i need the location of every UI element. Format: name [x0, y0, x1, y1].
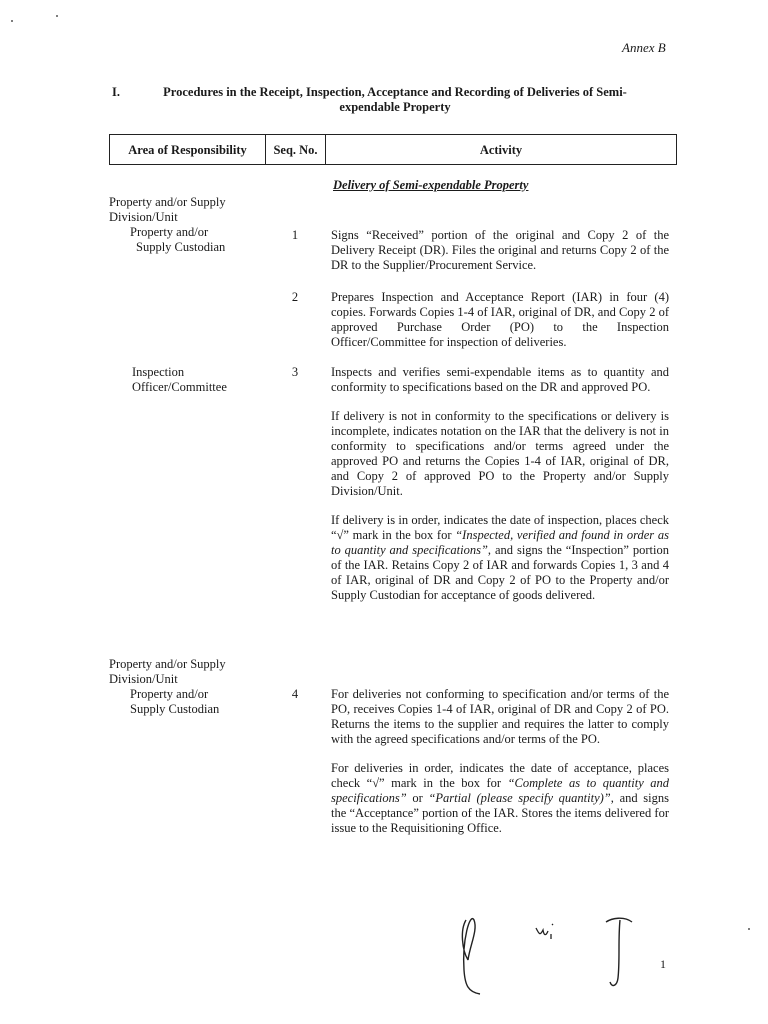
scan-speck — [748, 928, 750, 930]
resp-line: Inspection — [132, 365, 185, 379]
resp-line: Supply Custodian — [130, 702, 220, 716]
section-number: I. — [112, 85, 120, 99]
resp-line: Property and/or — [130, 225, 209, 239]
seq-number: 1 — [291, 228, 299, 242]
table-header — [109, 134, 677, 165]
seq-number: 4 — [291, 687, 299, 701]
seq-number: 2 — [291, 290, 299, 304]
handwritten-initials — [440, 900, 640, 1000]
resp-line: Property and/or — [130, 687, 209, 701]
subheading: Delivery of Semi-expendable Property — [333, 178, 529, 192]
activity-text: Prepares Inspection and Acceptance Report (IAR) in four (4) copies. Forwards Copies 1-4 of IAR, original of DR, and Copy 2 of approved Purchase Order (PO) to the Inspection Officer/Committee for inspection of deliveries. — [331, 290, 669, 349]
activity-2 — [331, 290, 669, 364]
resp-line: Property and/or Supply — [109, 657, 226, 671]
resp-line: Division/Unit — [109, 210, 178, 224]
activity-text — [331, 761, 669, 836]
resp-line: Supply Custodian — [136, 240, 226, 254]
responsibility-2 — [132, 365, 227, 395]
responsibility-1 — [109, 195, 226, 255]
text-run-italic: “Partial (please specify quantity)” — [428, 791, 611, 805]
activity-text: Inspects and verifies semi-expendable items as to quantity and conformity to specifications based on the DR and approved PO. — [331, 365, 669, 394]
scan-speck — [11, 20, 13, 22]
text-run-italic: “Inspected, verified and found in order as to quantity and specifications” — [331, 528, 669, 557]
activity-text: Signs “Received” portion of the original and Copy 2 of the Delivery Receipt (DR). Files the original and returns Copy 2 of the DR to the Supplier/Procurement Service. — [331, 228, 669, 272]
responsibility-3 — [109, 657, 226, 717]
resp-line: Property and/or Supply — [109, 195, 226, 209]
activity-text — [331, 513, 669, 603]
header-seq-no: Seq. No. — [266, 135, 326, 164]
text-run-italic: “Complete as to quantity and specifications” — [331, 776, 669, 805]
text-run: or — [406, 791, 429, 805]
section-title: Procedures in the Receipt, Inspection, Acceptance and Recording of Deliveries of Semi-expendable Property — [163, 85, 627, 114]
text-run: , and signs the “Acceptance” portion of the IAR. Stores the items delivered for issue to the Requisitioning Office. — [331, 791, 669, 835]
text-run: If delivery is in order, indicates the date of inspection, places check “√” mark in the box for — [331, 513, 669, 542]
activity-4 — [331, 687, 669, 850]
resp-line: Division/Unit — [109, 672, 178, 686]
activity-text: If delivery is not in conformity to the specifications or delivery is incomplete, indicates notation on the IAR that the delivery is not in conformity to specifications and/or terms agreed under the approved PO and returns the Copies 1-4 of IAR, original of DR, and Copy 2 of approved PO to the Property and/or Supply Division/Unit. — [331, 409, 669, 498]
seq-number: 3 — [291, 365, 299, 379]
scan-speck — [56, 15, 58, 17]
header-activity: Activity — [479, 142, 523, 157]
text-run: For deliveries in order, indicates the date of acceptance, places check “√” mark in the box for — [331, 761, 669, 790]
activity-1 — [331, 228, 669, 287]
activity-3 — [331, 365, 669, 617]
annex-label: Annex B — [622, 40, 666, 55]
text-run: , and signs the “Inspection” portion of the IAR. Retains Copy 2 of IAR and forwards Copies 1, 3 and 4 of IAR, original of DR and Copy 2 of PO to the Property and/or Supply Custodian for acceptance of goods delivered. — [331, 543, 669, 602]
activity-text: For deliveries not conforming to specification and/or terms of the PO, receives Copies 1-4 of IAR, original of DR and Copy 2 of PO. Returns the items to the supplier and requires the latter to comply with the agreed specifications and/or terms of the PO. — [331, 687, 669, 746]
resp-line: Officer/Committee — [132, 380, 227, 394]
header-area-of-responsibility: Area of Responsibility — [110, 135, 266, 164]
page-number: 1 — [660, 957, 666, 971]
